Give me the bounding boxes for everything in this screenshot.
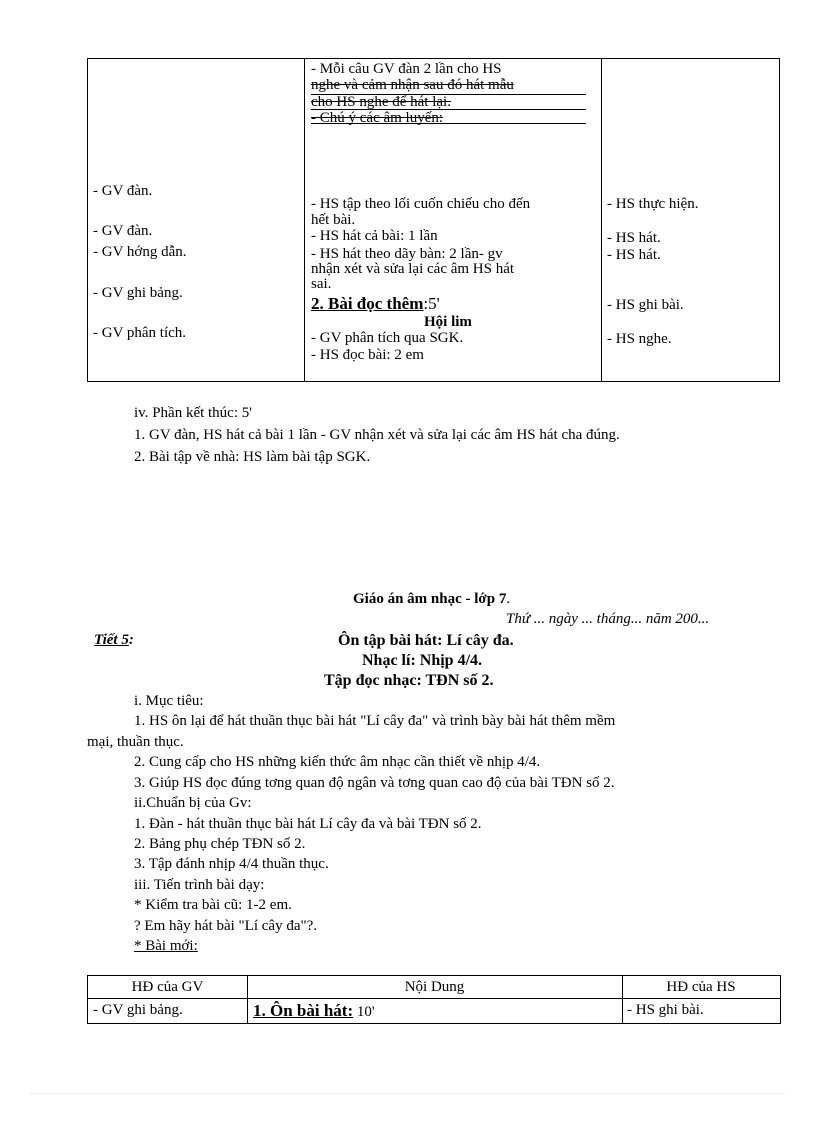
column-divider xyxy=(601,59,602,381)
process-item: ? Em hãy hát bài "Lí cây đa"?. xyxy=(134,918,318,934)
process-item: * Kiểm tra bài cũ: 1-2 em. xyxy=(134,897,292,913)
content-line: - HS hát cả bài: 1 lần xyxy=(311,228,438,244)
gv-activity: - GV đàn. xyxy=(93,223,153,239)
header-hs: HĐ của HS xyxy=(666,979,736,995)
closing-item: 2. Bài tập về nhà: HS làm bài tập SGK. xyxy=(134,449,371,465)
objective-item: mại, thuần thục. xyxy=(87,734,184,750)
section-heading: 2. Bài đọc thêm:5' xyxy=(311,294,440,313)
date-line: Thứ ... ngày ... tháng... năm 200... xyxy=(506,611,710,627)
objectives-heading: i. Mục tiêu: xyxy=(134,693,204,709)
row-hs: - HS ghi bài. xyxy=(627,1002,704,1018)
hs-activity: - HS hát. xyxy=(607,230,661,246)
header-content: Nội Dung xyxy=(404,979,465,995)
objective-item: 1. HS ôn lại để hát thuần thục bài hát "Lí cây đa" và trình bày bài hát thêm mềm xyxy=(134,713,616,729)
closing-item: 1. GV đàn, HS hát cả bài 1 lần - GV nhận xét và sửa lại các âm HS hát cha đúng. xyxy=(134,427,620,443)
activity-table xyxy=(87,975,781,1024)
hs-activity: - HS hát. xyxy=(607,247,661,263)
page-divider xyxy=(30,1093,786,1094)
gv-activity: - GV hớng dẫn. xyxy=(93,244,187,260)
content-line: - HS hát theo dãy bàn: 2 lần- gv xyxy=(311,246,503,262)
content-line: - Mỗi câu GV đàn 2 lần cho HS xyxy=(311,61,502,77)
column-divider xyxy=(304,59,305,381)
row-gv: - GV ghi bảng. xyxy=(93,1002,183,1018)
content-line: - GV phân tích qua SGK. xyxy=(311,330,464,346)
lesson-title: Ôn tập bài hát: Lí cây đa. xyxy=(338,632,514,649)
content-line: - HS đọc bài: 2 em xyxy=(311,347,424,363)
row-content: 1. Ôn bài hát: 10' xyxy=(253,1001,375,1020)
plan-title: Giáo án âm nhạc - lớp 7. xyxy=(353,591,511,607)
underline-rule xyxy=(311,123,586,124)
new-lesson-label: * Bài mới: xyxy=(134,938,198,954)
preparation-item: 1. Đàn - hát thuần thục bài hát Lí cây đa và bài TĐN số 2. xyxy=(134,816,482,832)
gv-activity: - GV phân tích. xyxy=(93,325,187,341)
preparation-heading: ii.Chuẩn bị của Gv: xyxy=(134,795,252,811)
header-gv: HĐ của GV xyxy=(131,979,204,995)
section-subtitle: Hội lim xyxy=(424,314,472,330)
content-line: nghe và cảm nhận sau đó hát mẫu xyxy=(311,77,514,93)
hs-activity: - HS thực hiện. xyxy=(607,196,699,212)
content-line: cho HS nghe để hát lại. xyxy=(311,94,451,110)
content-line: sai. xyxy=(311,276,332,292)
content-line: hết bài. xyxy=(311,212,356,228)
period-label: Tiết 5: xyxy=(94,632,134,648)
lesson-title: Nhạc lí: Nhịp 4/4. xyxy=(362,652,483,669)
gv-activity: - GV ghi bảng. xyxy=(93,285,183,301)
content-line: - Chú ý các âm luyến: xyxy=(311,110,444,126)
objective-item: 2. Cung cấp cho HS những kiến thức âm nhạc cần thiết về nhịp 4/4. xyxy=(134,754,541,770)
preparation-item: 2. Bảng phụ chép TĐN số 2. xyxy=(134,836,306,852)
lesson-title: Tập đọc nhạc: TĐN số 2. xyxy=(324,672,494,689)
content-line: nhận xét và sửa lại các âm HS hát xyxy=(311,261,515,277)
objective-item: 3. Giúp HS đọc đúng tơng quan độ ngân và tơng quan cao độ của bài TĐN số 2. xyxy=(134,775,615,791)
process-heading: iii. Tiến trình bài dạy: xyxy=(134,877,265,893)
closing-heading: iv. Phần kết thúc: 5' xyxy=(134,405,252,421)
hs-activity: - HS nghe. xyxy=(607,331,672,347)
preparation-item: 3. Tập đánh nhịp 4/4 thuần thục. xyxy=(134,856,329,872)
hs-activity: - HS ghi bài. xyxy=(607,297,684,313)
activity-table-continued xyxy=(87,58,780,382)
content-line: - HS tập theo lối cuốn chiếu cho đến xyxy=(311,196,531,212)
gv-activity: - GV đàn. xyxy=(93,183,153,199)
